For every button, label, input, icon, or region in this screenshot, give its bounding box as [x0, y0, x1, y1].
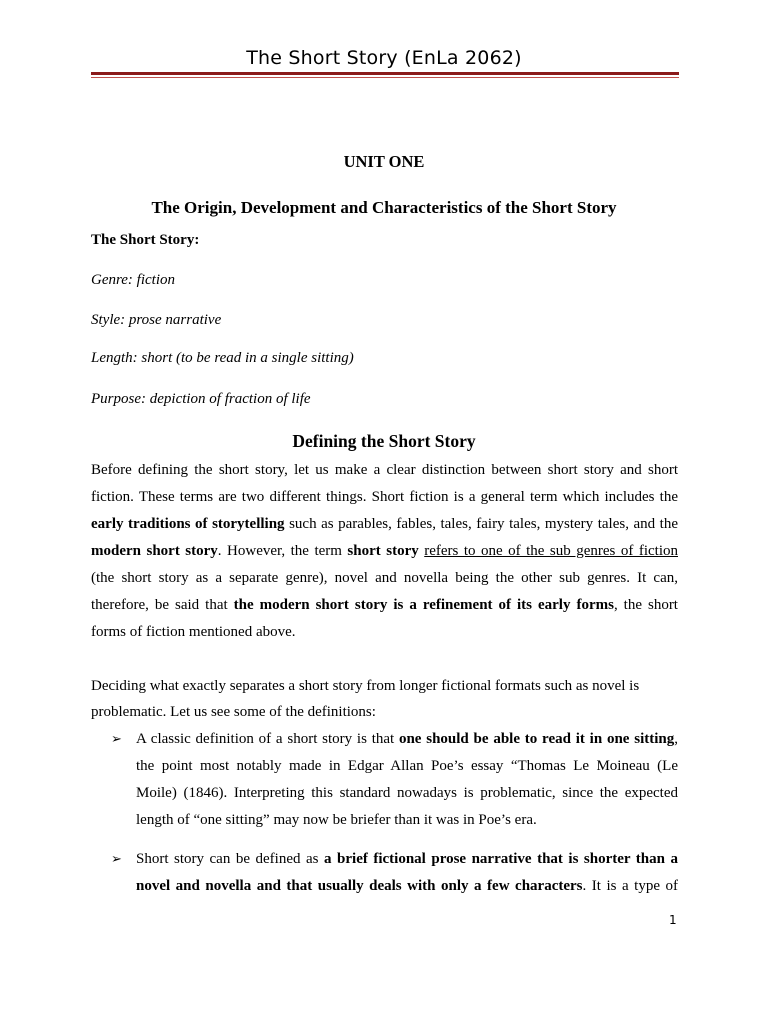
text-run: . It is a type of [582, 878, 678, 894]
header-rule-thin [91, 77, 679, 78]
text-run: . However, the term [217, 543, 348, 559]
bullet-line [136, 730, 678, 748]
attribute-style: Style: prose narrative [91, 312, 222, 328]
paragraph-line: (the short story as a separate genre), novel and novella being the other sub genres. It can, [91, 570, 678, 586]
bullet-line [136, 877, 678, 895]
bold-phrase: the modern short story is a refinement of its early forms [233, 597, 614, 613]
paragraph-line: problematic. Let us see some of the definitions: [91, 704, 376, 720]
header-rule-thick [91, 72, 679, 75]
bullet-line: Moile) (1846). Interpreting this standard nowadays is problematic, since the expected [136, 785, 678, 801]
text-run: A classic definition of a short story is that [136, 731, 399, 747]
text-run: , the short [613, 597, 678, 613]
paragraph-line: forms of fiction mentioned above. [91, 624, 296, 640]
bullet-line: the point most notably made in Edgar Allan Poe’s essay “Thomas Le Moineau (Le [136, 758, 678, 774]
text-run: , [674, 731, 678, 747]
page-number: 1 [669, 913, 677, 927]
paragraph-line: Deciding what exactly separates a short story from longer fictional formats such as novel is [91, 678, 640, 694]
paragraph-line [91, 515, 678, 533]
bullet-line: length of “one sitting” may now be briefer than it was in Poe’s era. [136, 812, 537, 828]
paragraph-line: fiction. These terms are two different things. Short fiction is a general term which includes the [91, 489, 678, 505]
bold-phrase: modern short story [91, 543, 218, 559]
bold-phrase: a brief fictional prose narrative that is shorter than a [324, 851, 678, 867]
unit-heading: UNIT ONE [343, 152, 425, 171]
attribute-length: Length: short (to be read in a single sitting) [91, 350, 354, 366]
attribute-purpose: Purpose: depiction of fraction of life [91, 391, 311, 407]
paragraph-line [91, 596, 678, 614]
section-heading: Defining the Short Story [292, 431, 476, 451]
unit-subheading: The Origin, Development and Characteristics of the Short Story [151, 198, 617, 217]
overview-label: The Short Story: [91, 232, 200, 248]
bullet-line [136, 850, 678, 868]
text-run: therefore, be said that [91, 597, 234, 613]
paragraph-line: Before defining the short story, let us make a clear distinction between short story and short [91, 462, 678, 478]
bold-phrase: novel and novella and that usually deals with only a few characters [136, 878, 583, 894]
paragraph-line [91, 542, 678, 560]
text-run: such as parables, fables, tales, fairy tales, mystery tales, and the [284, 516, 678, 532]
attribute-genre: Genre: fiction [91, 272, 176, 288]
bold-phrase: short story [347, 543, 419, 559]
bullet-arrow-icon: ➢ [111, 851, 122, 866]
bold-phrase: one should be able to read it in one sitting [398, 731, 675, 747]
bold-phrase: early traditions of storytelling [91, 516, 285, 532]
text-run: Short story can be defined as [136, 851, 325, 867]
bullet-arrow-icon: ➢ [111, 731, 122, 746]
running-header: The Short Story (EnLa 2062) [246, 47, 522, 69]
underlined-phrase: refers to one of the sub genres of fiction [424, 543, 678, 559]
